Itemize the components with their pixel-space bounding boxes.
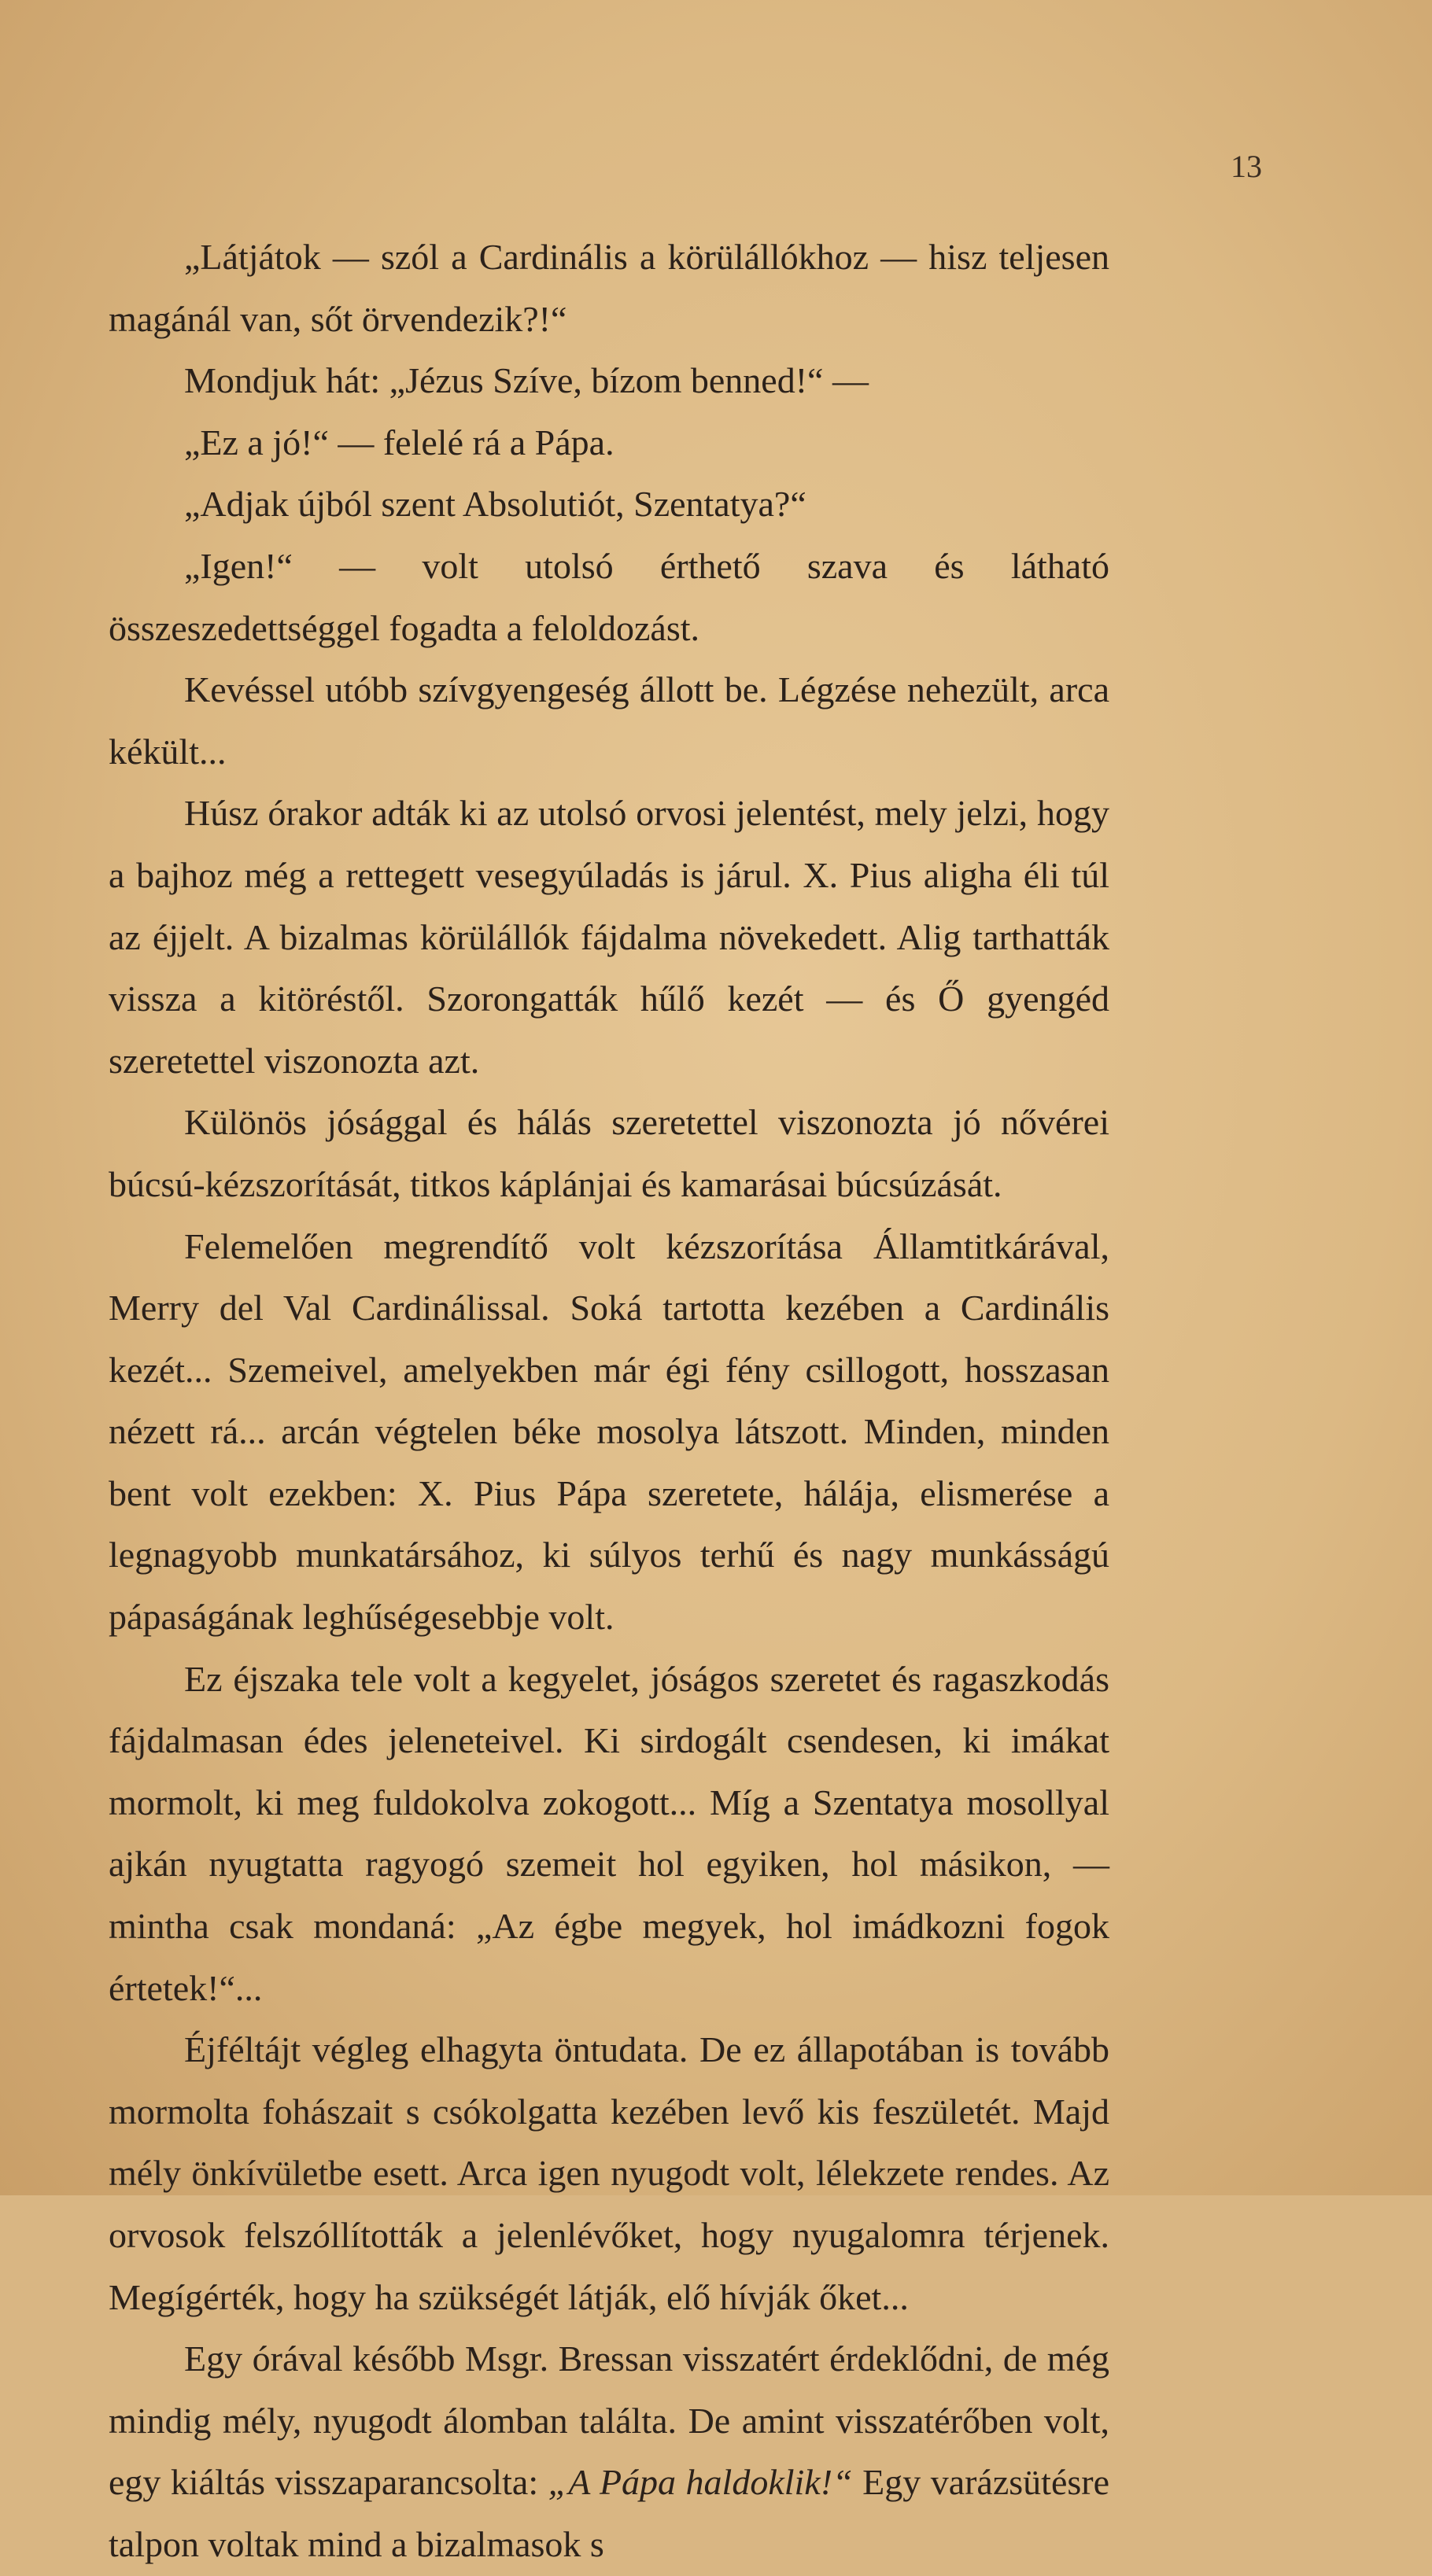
paragraph-text: Egy varázsütésre talpon voltak mind a bizalmasok s — [109, 2462, 1110, 2564]
paragraph: Ez éjszaka tele volt a kegyelet, jóságos szeretet és ragaszkodás fájdalmasan édes jeleneteivel. Ki sirdogált csendesen, ki imákat mormolt, ki meg fuldokolva zokogott... Míg a Szentatya mosollyal ajkán nyugtatta ragyogó szemeit hol egyiken, hol másikon, — mintha csak mondaná: „Az égbe megyek, hol imádkozni fogok értetek!“... — [109, 1658, 1109, 2008]
paragraph: „Ez a jó!“ — felelé rá a Pápa. — [184, 422, 615, 463]
paragraph: „Látjátok — szól a Cardinális a körülállókhoz — hisz teljesen magánál van, sőt örvendezik?!“ — [109, 237, 1109, 339]
paragraph-last — [109, 2328, 1109, 2575]
paragraph: „Igen!“ — volt utolsó érthető szava és látható összeszedettséggel fogadta a feloldozást. — [109, 545, 1109, 648]
paragraph: „Adjak újból szent Absolutiót, Szentatya?“ — [184, 484, 806, 525]
paragraph: Mondjuk hát: „Jézus Szíve, bízom benned!“ — — [184, 360, 869, 401]
paragraph-text: Egy órával később Msgr. Bressan visszatért érdeklődni, de még mindig mély, nyugodt álomban találta. De amint visszatérőben volt, egy kiáltás visszaparancsolta: — [109, 2338, 1109, 2503]
page-number: 13 — [1231, 149, 1262, 184]
paragraph: Különös jósággal és hálás szeretettel viszonozta jó nővérei búcsú-kézszorítását, titkos káplánjai és kamarásai búcsúzását. — [109, 1102, 1109, 1204]
paragraph: Éjféltájt végleg elhagyta öntudata. De ez állapotában is tovább mormolta fohászait s csókolgatta kezében levő kis feszületét. Majd mély önkívületbe esett. Arca igen nyugodt volt, lélekzete rendes. Az orvosok felszóllították a jelenlévőket, hogy nyugalomra térjenek. Megígérték, hogy ha szükségét látják, elő hívják őket... — [109, 2029, 1109, 2317]
paragraph: Felemelően megrendítő volt kézszorítása Államtitkárával, Merry del Val Cardinálissal. Soká tartotta kezében a Cardinális kezét... Szemeivel, amelyekben már égi fény csillogott, hosszasan nézett rá... arcán végtelen béke mosolya látszott. Minden, minden bent volt ezekben: X. Pius Pápa szeretete, hálája, elismerése a legnagyobb munkatársához, ki súlyos terhű és nagy munkásságú pápaságának leghűségesebbje volt. — [109, 1225, 1109, 1638]
paragraph: Húsz órakor adták ki az utolsó orvosi jelentést, mely jelzi, hogy a bajhoz még a rettegett vesegyúladás is járul. X. Pius aligha éli túl az éjjelt. A bizalmas körülállók fájdalma növekedett. Alig tarthatták vissza a kitöréstől. Szorongatták hűlő kezét — és Ő gyengéd szeretettel viszonozta azt. — [109, 793, 1109, 1081]
italic-quote: „A Pápa haldoklik!“ — [548, 2462, 853, 2503]
body-text — [109, 227, 1109, 2576]
paragraph: Kevéssel utóbb szívgyengeség állott be. Légzése nehezült, arca kékült... — [109, 669, 1109, 772]
